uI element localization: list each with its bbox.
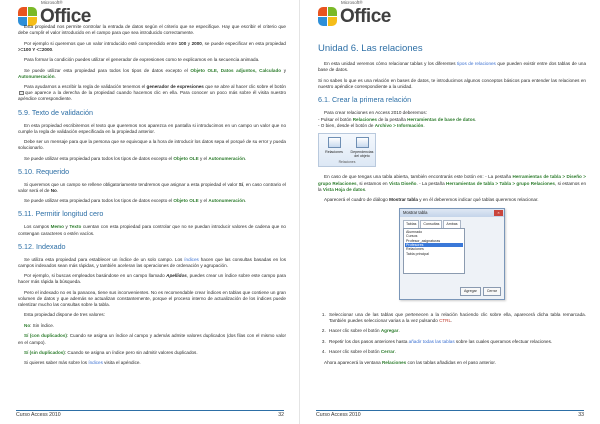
tab-tablas[interactable]: Tablas xyxy=(403,220,419,228)
list-item[interactable]: Tabla principal xyxy=(406,251,429,256)
paragraph: Por ejemplo, si buscas empleados basándose en un campo llamado Apellidos, puedes crear un índice sobre este campo para hacer más rápida la búsqueda. xyxy=(18,273,286,285)
step-item: 3. Repetir los dos pasos anteriores hasta añadir todas las tablas sobre las cuales queramos efectuar relaciones. xyxy=(327,339,586,345)
section-heading-5-10: 5.10. Requerido xyxy=(18,166,70,176)
builder-button-icon xyxy=(19,91,24,95)
dialog-titlebar: Mostrar tabla × xyxy=(400,209,504,217)
paragraph: Se puede utilizar esta propiedad para todos los tipos de datos excepto el Objeto OLE y el Autonumeración. xyxy=(24,155,247,161)
paragraph: Debe ser un mensaje para que la persona que se equivoque a la hora de introducir los datos sepa el porqué de su error y pueda solucionarlo. xyxy=(18,139,286,151)
list-item[interactable]: Alumnado xyxy=(406,229,423,234)
list-item[interactable]: Relaciones xyxy=(406,247,424,252)
unit-heading: Unidad 6. Las relaciones xyxy=(318,43,423,54)
section-heading-6-1: 6.1. Crear la primera relación xyxy=(318,94,412,104)
office-logo xyxy=(318,0,391,27)
paragraph: Se puede utilizar esta propiedad para todos los tipos de datos excepto el Objeto OLE, Datos adjuntos, Calculado y Autonumeración. xyxy=(18,67,286,79)
list-item[interactable]: Profesor_asignaturas xyxy=(406,238,441,243)
paragraph: Si no sabes lo que es una relación en bases de datos, te introducimos algunos conceptos básicos para entender las relaciones en nuestro apéndice correspondiente a la unidad. xyxy=(318,77,586,89)
logo-small-text: Microsoft® xyxy=(41,0,63,5)
page-footer-left xyxy=(16,410,284,418)
relaciones-ribbon-button[interactable]: Relaciones xyxy=(321,136,347,158)
value-si-con-duplicados: Sí (con duplicados): Cuando se asigna un índice al campo y además admite valores duplicados (dos filas con el mismo valor en el campo). xyxy=(18,333,286,345)
tab-ambas[interactable]: Ambas xyxy=(443,220,460,228)
page-left xyxy=(2,0,298,424)
logo-big-text: Office xyxy=(40,6,91,27)
value-si-sin-duplicados: Sí (sin duplicados): Cuando se asigna un índice pero sin admitir valores duplicados. xyxy=(24,349,198,355)
step-item: 2. Hacer clic sobre el botón Agregar. xyxy=(327,328,586,334)
steps-list xyxy=(327,312,586,356)
office-logo-icon xyxy=(318,7,337,26)
paragraph: Aparecerá el cuadro de diálogo Mostrar tabla y en él deberemos indicar qué tablas queremos relacionar. xyxy=(324,197,539,203)
paragraph: Para crear relaciones en Access 2010 deberemos: xyxy=(324,109,427,115)
logo-small-text: Microsoft® xyxy=(341,0,363,5)
paragraph: Se utiliza esta propiedad para establecer un índice de un solo campo. Los índices hacen que las consultas basadas en los campos indexados sean más rápidas, y también aceleran las operaciones de ordenación y agrupación. xyxy=(18,256,286,268)
list-item-selected[interactable]: Profesores xyxy=(405,243,463,247)
logo-big-text: Office xyxy=(340,6,391,27)
list-item[interactable]: Cursos xyxy=(406,234,418,239)
dependencias-ribbon-button[interactable]: Dependencias del objeto xyxy=(349,136,375,158)
paragraph: Pero el indexado no es la panacea, tiene sus inconvenientes. No es recomendable crear índices en tablas que contiene un gran volumen de datos y que además se actualizan constantemente, porque el proceso interno de actualización de los índices puede ralentizar mucho las consultas sobre la tabla. xyxy=(18,289,286,307)
paragraph: Los campos Memo y Texto cuentan con esta propiedad para controlar que no se puedan introducir valores de cadena que no contengan caracteres o estén vacíos. xyxy=(18,224,286,236)
step-item: 4. Hacer clic sobre el botón Cerrar. xyxy=(327,349,586,355)
ribbon-relaciones-figure xyxy=(318,133,376,167)
mostrar-tabla-dialog xyxy=(399,208,505,300)
footer-course: Curso Access 2010 xyxy=(316,412,361,418)
paragraph: Se puede utilizar esta propiedad para todos los tipos de datos excepto el Objeto OLE y el Autonumeración. xyxy=(24,198,247,204)
page-left-content xyxy=(18,24,286,371)
page-footer-right xyxy=(316,410,584,418)
paragraph: En caso de que tengas una tabla abierta, también encontrarás este botón en: - La pestaña Herramientas de tabla > Diseño > grupo Relaciones, si estamos en Vista Diseño. - La pestaña Herramientas de tabla > Tabla > grupo Relaciones, si estamos en la Vista Hoja de datos. xyxy=(318,174,587,192)
page-right xyxy=(302,0,598,424)
section-heading-5-9: 5.9. Texto de validación xyxy=(18,107,93,117)
paragraph: Para ayudarnos a escribir la regla de validación tenemos el generador de expresiones que se abre al hacer clic sobre el botón que aparece a la derecha de la propiedad cuando hacemos clic en ella. Para conocer un poco más sobre él visita nuestro apéndice correspondiente. xyxy=(18,84,286,102)
paragraph: Ahora aparecerá la ventana Relaciones con las tablas añadidas en el paso anterior. xyxy=(324,359,496,365)
paragraph: Si queremos que un campo se rellene obligatoriamente tendremos que asignar a esta propiedad el valor Sí, en caso contrario el valor será el de No. xyxy=(18,181,286,193)
footer-course: Curso Access 2010 xyxy=(16,412,61,418)
paragraph: - O bien, desde el botón de Archivo > Información. xyxy=(318,122,425,128)
relaciones-icon xyxy=(328,137,341,148)
section-heading-5-12: 5.12. Indexado xyxy=(18,241,66,251)
paragraph: Si quieres saber más sobre los índices visita el apéndice. xyxy=(24,360,141,366)
paragraph: - Pulsar el botón Relaciones de la pestaña Herramientas de base de datos. xyxy=(318,116,477,122)
close-icon[interactable]: × xyxy=(494,210,503,216)
step-item: 1. Seleccionar una de las tablas que pertenecen a la relación haciendo clic sobre ella, aparecerá dicha tabla remarcada. También puedes seleccionar varias a la vez pulsando CTRL. xyxy=(327,312,586,324)
paragraph: Por ejemplo si queremos que un valor introducido esté comprendido entre 100 y 2000, se puede especificar en esta propiedad >=100 Y <=2000. xyxy=(18,40,286,52)
dependencias-icon xyxy=(356,137,369,148)
agregar-button[interactable]: Agregar xyxy=(460,287,481,296)
section-heading-5-11: 5.11. Permitir longitud cero xyxy=(18,209,104,219)
paragraph: En esta unidad veremos cómo relacionar tablas y los diferentes tipos de relaciones que pueden existir entre dos tablas de una base de datos. xyxy=(318,61,587,73)
dialog-tabs xyxy=(400,217,504,228)
page-right-content xyxy=(318,44,586,370)
page-gutter xyxy=(299,0,300,424)
value-no: No: Sin índice. xyxy=(24,322,55,328)
paragraph: Para formar la condición puedes utilizar el generador de expresiones como te explicamos en la secuencia animada. xyxy=(24,57,260,63)
paragraph: Esta propiedad dispone de tres valores: xyxy=(24,312,105,318)
dialog-buttons xyxy=(458,287,501,296)
office-logo xyxy=(18,0,91,27)
table-list[interactable] xyxy=(403,228,465,274)
tab-consultas[interactable]: Consultas xyxy=(420,220,442,228)
ribbon-group-label: Relaciones xyxy=(338,160,356,165)
page-number: 32 xyxy=(278,412,284,418)
cerrar-button[interactable]: Cerrar xyxy=(483,287,501,296)
page-number: 33 xyxy=(578,412,584,418)
paragraph: Esta propiedad nos permite controlar la entrada de datos según el criterio que se especifique. Hay que escribir el criterio que debe cumplir el valor introducido en el campo para que sea introducido correctamente. xyxy=(18,24,286,36)
paragraph: En esta propiedad escribiremos el texto que queremos nos aparezca en pantalla si introducimos en un campo un valor que no cumple la regla de validación especificada en la propiedad anterior. xyxy=(18,122,286,134)
